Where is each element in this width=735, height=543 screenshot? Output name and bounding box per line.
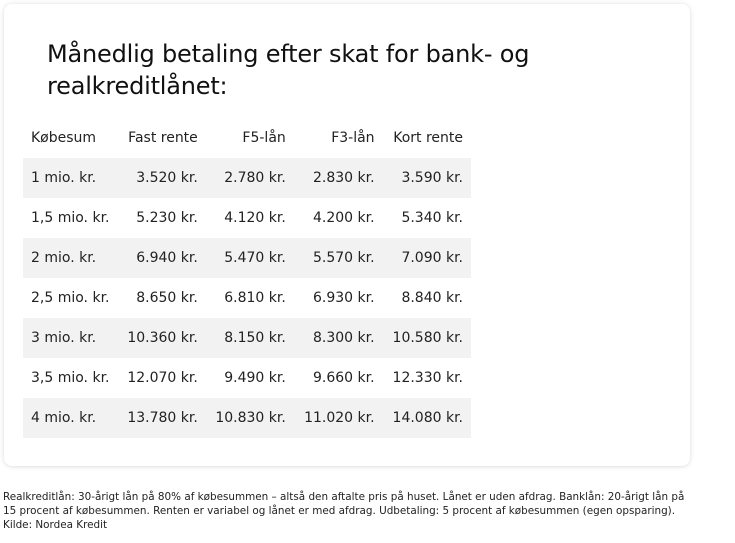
table-row	[23, 358, 471, 398]
table-row	[23, 318, 471, 358]
table-cell: 6.940 kr.	[118, 238, 206, 278]
table-row	[23, 158, 471, 198]
table-row	[23, 238, 471, 278]
table-cell: 5.230 kr.	[136, 210, 198, 226]
table-cell: 7.090 kr.	[383, 238, 471, 278]
table-cell: 5.470 kr.	[206, 238, 294, 278]
content-card	[4, 4, 690, 466]
payment-table	[23, 118, 471, 438]
column-header-f3-laan: F3-lån	[331, 130, 375, 146]
page-title: Månedlig betaling efter skat for bank- og realkreditlånet:	[47, 40, 530, 100]
column-header-kort-rente: Kort rente	[393, 130, 463, 146]
table-cell: 12.070 kr.	[127, 370, 198, 386]
table-row	[23, 198, 471, 238]
table-cell: 3.520 kr.	[118, 158, 206, 198]
table-cell: 9.490 kr.	[224, 370, 286, 386]
table-cell: 4.120 kr.	[224, 210, 286, 226]
footnote: Realkreditlån: 30-årigt lån på 80% af købesummen – altså den aftalte pris på huset. Lånet er uden afdrag. Banklån: 20-årigt lån på 15 procent af købesummen. Renten er variabel og lånet er med afdrag. Udbetaling: 5 procent af købesummen (egen opsparing). Kilde: Nordea Kredit	[3, 491, 685, 531]
table-cell: 2 mio. kr.	[23, 238, 118, 278]
table-cell: 10.830 kr.	[206, 398, 294, 438]
table-cell: 10.580 kr.	[383, 318, 471, 358]
table-cell: 8.650 kr.	[136, 290, 198, 306]
table-cell: 12.330 kr.	[392, 370, 463, 386]
table-cell: 1,5 mio. kr.	[31, 210, 110, 226]
table-header-row	[23, 118, 471, 158]
column-header-f5-laan: F5-lån	[242, 130, 286, 146]
table-row	[23, 398, 471, 438]
table-cell: 8.150 kr.	[206, 318, 294, 358]
table-cell: 6.930 kr.	[312, 290, 375, 306]
table-cell: 4 mio. kr.	[23, 398, 118, 438]
table-cell: 9.660 kr.	[312, 370, 375, 386]
table-row	[23, 278, 471, 318]
table-cell: 8.300 kr.	[294, 318, 383, 358]
table-cell: 11.020 kr.	[294, 398, 383, 438]
table-cell: 8.840 kr.	[401, 290, 463, 306]
table-cell: 1 mio. kr.	[23, 158, 118, 198]
table-cell: 10.360 kr.	[118, 318, 206, 358]
table-cell: 3,5 mio. kr.	[31, 370, 110, 386]
table-cell: 5.340 kr.	[401, 210, 463, 226]
table-cell: 4.200 kr.	[312, 210, 375, 226]
column-header-fast-rente: Fast rente	[128, 130, 198, 146]
table-cell: 5.570 kr.	[294, 238, 383, 278]
table-cell: 14.080 kr.	[383, 398, 471, 438]
table-cell: 3.590 kr.	[383, 158, 471, 198]
table-cell: 13.780 kr.	[118, 398, 206, 438]
table-cell: 2,5 mio. kr.	[31, 290, 110, 306]
table-cell: 2.780 kr.	[206, 158, 294, 198]
table-cell: 2.830 kr.	[294, 158, 383, 198]
column-header-koebesum: Købesum	[31, 130, 97, 146]
table-cell: 3 mio. kr.	[23, 318, 118, 358]
table-cell: 6.810 kr.	[224, 290, 286, 306]
